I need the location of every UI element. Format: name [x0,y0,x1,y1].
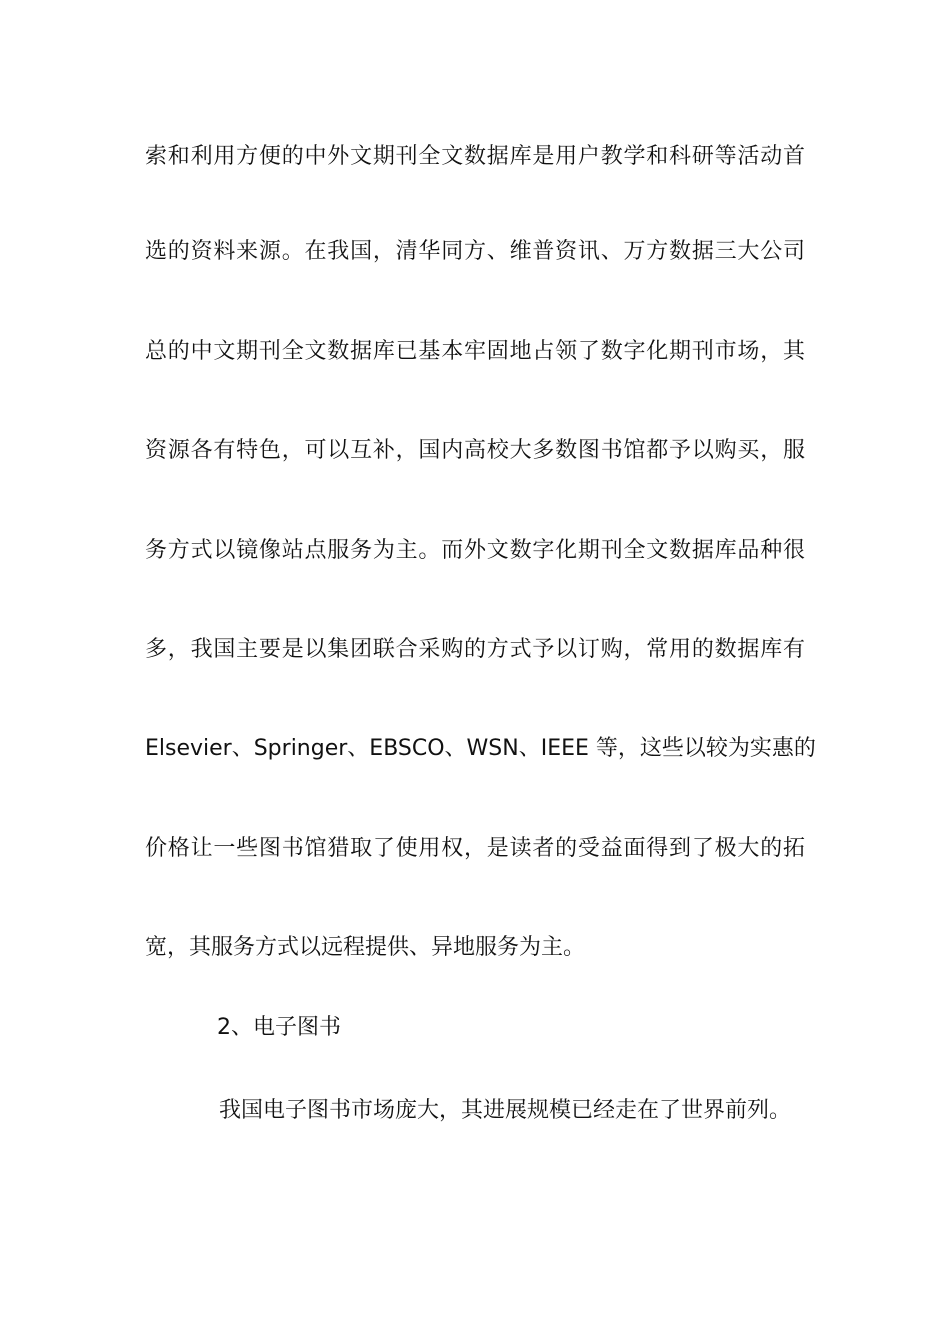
paragraph-line-8: 价格让一些图书馆猎取了使用权，是读者的受益面得到了极大的拓 [145,836,805,861]
paragraph-line-3: 总的中文期刊全文数据库已基本牢固地占领了数字化期刊市场，其 [145,339,805,364]
paragraph-line-9: 宽，其服务方式以远程提供、异地服务为主。 [145,935,586,960]
paragraph-line-2: 选的资料来源。在我国，清华同方、维普资讯、万方数据三大公司 [145,239,805,264]
paragraph-first-line: 我国电子图书市场庞大，其进展规模已经走在了世界前列。 [219,1098,792,1123]
paragraph-line-1: 索和利用方便的中外文期刊全文数据库是用户教学和科研等活动首 [145,144,805,169]
paragraph-line-7: Elsevier、Springer、EBSCO、WSN、IEEE 等，这些以较为实惠的 [145,736,816,761]
paragraph-line-5: 务方式以镜像站点服务为主。而外文数字化期刊全文数据库品种很 [145,538,805,563]
paragraph-line-6: 多，我国主要是以集团联合采购的方式予以订购，常用的数据库有 [145,637,805,662]
paragraph-line-4: 资源各有特色，可以互补，国内高校大多数图书馆都予以购买，服 [145,438,805,463]
section-heading: 2、电子图书 [217,1015,341,1040]
